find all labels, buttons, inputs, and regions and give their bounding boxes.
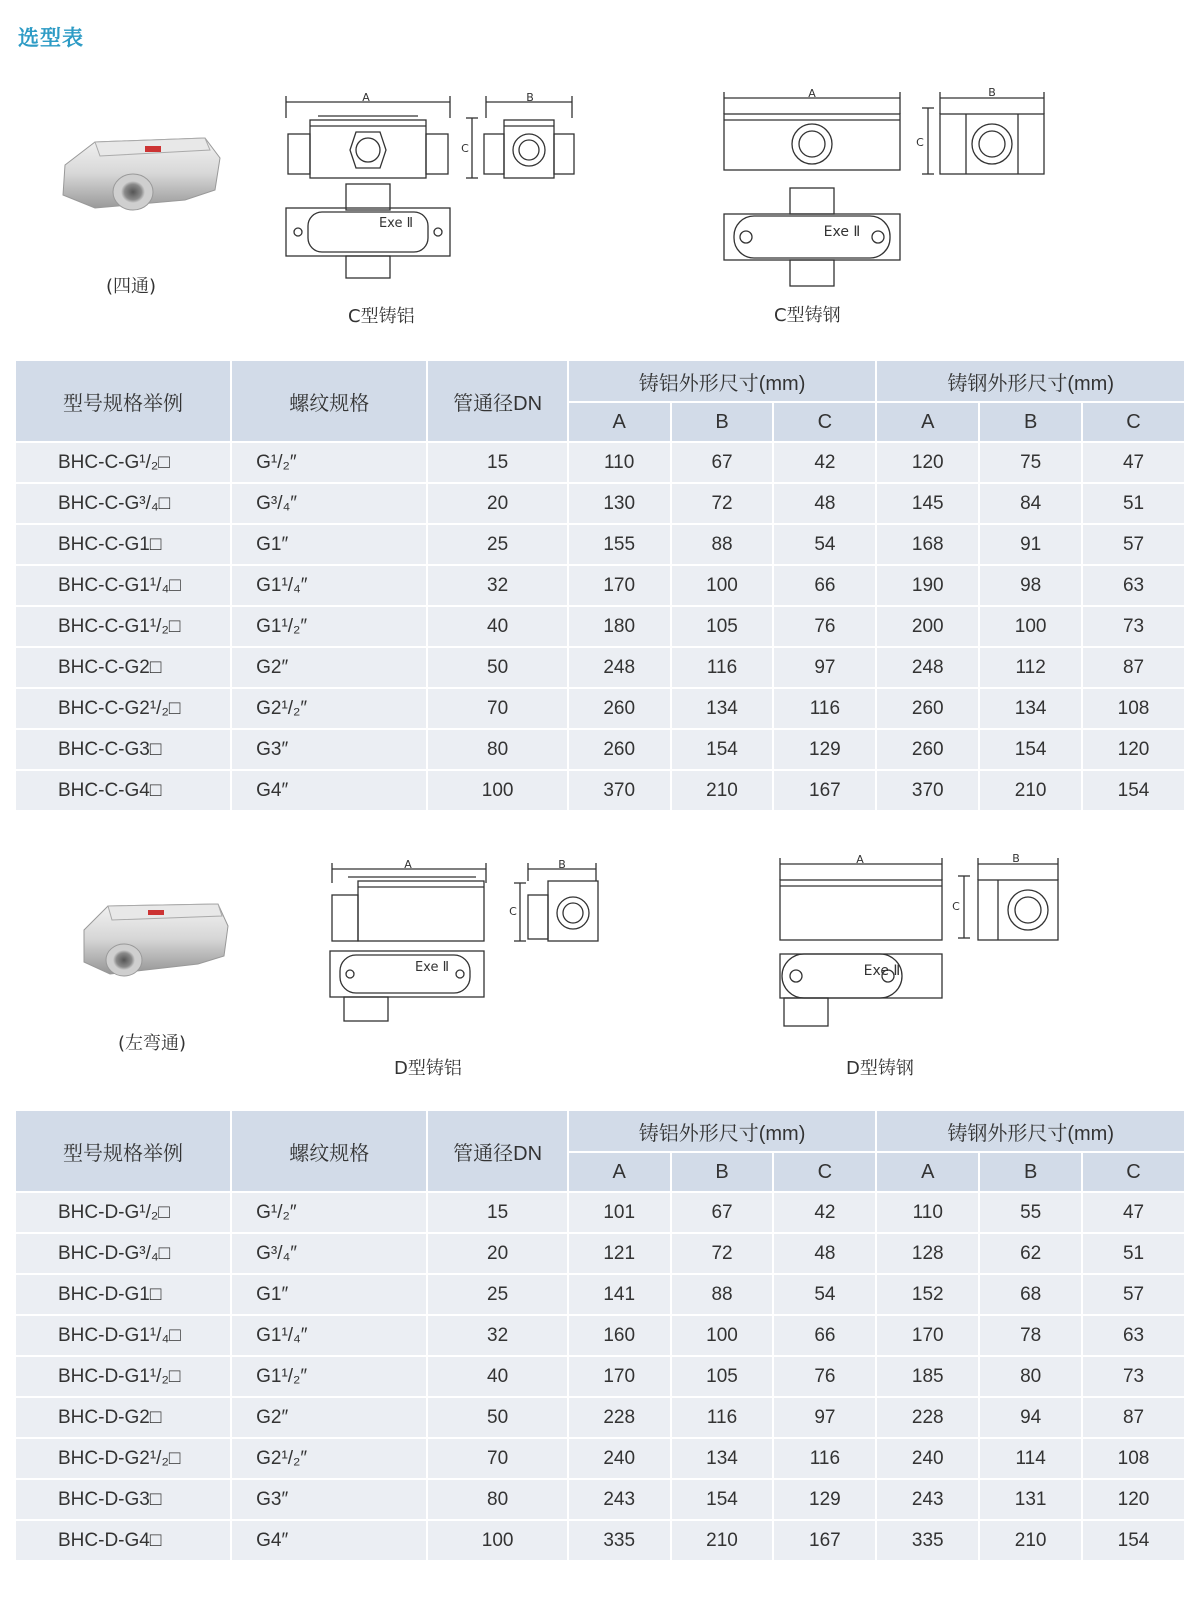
table-row <box>16 1438 1184 1479</box>
model-cell: BHC-D-G³/₄□ <box>16 1233 231 1274</box>
al-a-cell: 248 <box>568 647 671 688</box>
st-b-cell: 80 <box>979 1356 1082 1397</box>
table-row <box>16 524 1184 565</box>
st-a-cell: 200 <box>876 606 979 647</box>
al-a-cell: 260 <box>568 688 671 729</box>
dn-cell: 100 <box>427 1520 567 1561</box>
c-aluminum-caption: C型铸铝 <box>348 306 415 327</box>
c-al-dim-b: B <box>526 91 534 104</box>
st-b-cell: 91 <box>979 524 1082 565</box>
st-a-cell: 120 <box>876 442 979 483</box>
model-cell: BHC-C-G³/₄□ <box>16 483 231 524</box>
d-al-dim-b: B <box>558 858 566 871</box>
dn-cell: 20 <box>427 1233 567 1274</box>
st-a-cell: 170 <box>876 1315 979 1356</box>
header-model: 型号规格举例 <box>16 361 231 442</box>
d-photo-caption: (左弯通) <box>118 1033 187 1054</box>
st-b-cell: 84 <box>979 483 1082 524</box>
al-a-cell: 180 <box>568 606 671 647</box>
table-row <box>16 1397 1184 1438</box>
st-b-cell: 78 <box>979 1315 1082 1356</box>
al-b-cell: 116 <box>671 1397 774 1438</box>
st-c-cell: 57 <box>1082 524 1184 565</box>
header-aluminum: 铸铝外形尺寸(mm) <box>568 1111 877 1152</box>
al-c-cell: 42 <box>773 442 876 483</box>
st-b-cell: 112 <box>979 647 1082 688</box>
al-a-cell: 243 <box>568 1479 671 1520</box>
header-model: 型号规格举例 <box>16 1111 231 1192</box>
table-row <box>16 1315 1184 1356</box>
table-row <box>16 1274 1184 1315</box>
al-c-cell: 42 <box>773 1192 876 1233</box>
header-al-b: B <box>671 1152 774 1192</box>
al-c-cell: 54 <box>773 1274 876 1315</box>
st-c-cell: 73 <box>1082 1356 1184 1397</box>
al-b-cell: 154 <box>671 729 774 770</box>
al-b-cell: 67 <box>671 1192 774 1233</box>
thread-cell: G¹/₂″ <box>231 1192 427 1233</box>
st-a-cell: 168 <box>876 524 979 565</box>
al-b-cell: 134 <box>671 688 774 729</box>
al-c-cell: 97 <box>773 1397 876 1438</box>
al-a-cell: 335 <box>568 1520 671 1561</box>
al-b-cell: 100 <box>671 565 774 606</box>
thread-cell: G1¹/₂″ <box>231 606 427 647</box>
model-cell: BHC-D-G2□ <box>16 1397 231 1438</box>
dn-cell: 32 <box>427 1315 567 1356</box>
al-a-cell: 370 <box>568 770 671 811</box>
model-cell: BHC-D-G2¹/₂□ <box>16 1438 231 1479</box>
dn-cell: 15 <box>427 442 567 483</box>
c-st-dim-a: A <box>808 87 816 100</box>
st-b-cell: 114 <box>979 1438 1082 1479</box>
d-st-plate-text: Exe Ⅱ <box>863 963 901 979</box>
c-al-dim-c: C <box>461 142 469 155</box>
d-st-dim-c: C <box>952 900 960 913</box>
thread-cell: G1¹/₂″ <box>231 1356 427 1397</box>
header-st-c: C <box>1082 1152 1184 1192</box>
thread-cell: G2¹/₂″ <box>231 1438 427 1479</box>
dn-cell: 40 <box>427 1356 567 1397</box>
al-b-cell: 210 <box>671 1520 774 1561</box>
st-c-cell: 63 <box>1082 565 1184 606</box>
st-c-cell: 120 <box>1082 729 1184 770</box>
st-c-cell: 47 <box>1082 1192 1184 1233</box>
model-cell: BHC-C-G1□ <box>16 524 231 565</box>
thread-cell: G4″ <box>231 1520 427 1561</box>
model-cell: BHC-D-G1¹/₂□ <box>16 1356 231 1397</box>
header-st-c: C <box>1082 402 1184 442</box>
al-c-cell: 76 <box>773 1356 876 1397</box>
table-row <box>16 688 1184 729</box>
st-a-cell: 128 <box>876 1233 979 1274</box>
al-a-cell: 170 <box>568 565 671 606</box>
d-steel-caption: D型铸钢 <box>846 1058 914 1079</box>
al-c-cell: 66 <box>773 565 876 606</box>
st-a-cell: 145 <box>876 483 979 524</box>
st-b-cell: 131 <box>979 1479 1082 1520</box>
header-dn: 管通径DN <box>427 1111 567 1192</box>
table-row <box>16 606 1184 647</box>
st-a-cell: 185 <box>876 1356 979 1397</box>
st-b-cell: 62 <box>979 1233 1082 1274</box>
al-a-cell: 170 <box>568 1356 671 1397</box>
header-aluminum: 铸铝外形尺寸(mm) <box>568 361 877 402</box>
c-steel-caption: C型铸钢 <box>774 305 841 326</box>
al-c-cell: 76 <box>773 606 876 647</box>
al-c-cell: 167 <box>773 1520 876 1561</box>
al-a-cell: 101 <box>568 1192 671 1233</box>
st-c-cell: 108 <box>1082 1438 1184 1479</box>
c-four-way-photo <box>55 120 225 230</box>
al-a-cell: 121 <box>568 1233 671 1274</box>
model-cell: BHC-C-G3□ <box>16 729 231 770</box>
d-al-plate-text: Exe Ⅱ <box>414 960 450 975</box>
c-st-plate-text: Exe Ⅱ <box>823 224 861 240</box>
st-c-cell: 154 <box>1082 770 1184 811</box>
header-steel: 铸钢外形尺寸(mm) <box>876 1111 1184 1152</box>
c-spec-table <box>16 361 1184 812</box>
table-row <box>16 483 1184 524</box>
dn-cell: 32 <box>427 565 567 606</box>
st-c-cell: 47 <box>1082 442 1184 483</box>
st-a-cell: 228 <box>876 1397 979 1438</box>
header-al-c: C <box>773 1152 876 1192</box>
al-b-cell: 105 <box>671 1356 774 1397</box>
header-st-a: A <box>876 1152 979 1192</box>
st-a-cell: 152 <box>876 1274 979 1315</box>
st-c-cell: 154 <box>1082 1520 1184 1561</box>
c-al-plate-text: Exe Ⅱ <box>378 216 414 231</box>
dn-cell: 70 <box>427 1438 567 1479</box>
al-a-cell: 160 <box>568 1315 671 1356</box>
al-c-cell: 48 <box>773 483 876 524</box>
dn-cell: 25 <box>427 524 567 565</box>
table-row <box>16 442 1184 483</box>
thread-cell: G³/₄″ <box>231 483 427 524</box>
table-row <box>16 647 1184 688</box>
model-cell: BHC-C-G4□ <box>16 770 231 811</box>
st-c-cell: 73 <box>1082 606 1184 647</box>
table-row <box>16 565 1184 606</box>
thread-cell: G1″ <box>231 524 427 565</box>
c-st-dim-c: C <box>916 136 924 149</box>
st-b-cell: 68 <box>979 1274 1082 1315</box>
st-c-cell: 51 <box>1082 483 1184 524</box>
dn-cell: 50 <box>427 647 567 688</box>
header-thread: 螺纹规格 <box>231 1111 427 1192</box>
st-b-cell: 75 <box>979 442 1082 483</box>
al-a-cell: 228 <box>568 1397 671 1438</box>
c-photo-caption: (四通) <box>106 276 157 297</box>
st-c-cell: 87 <box>1082 1397 1184 1438</box>
thread-cell: G¹/₂″ <box>231 442 427 483</box>
thread-cell: G2¹/₂″ <box>231 688 427 729</box>
d-spec-table <box>16 1111 1184 1562</box>
header-st-b: B <box>979 402 1082 442</box>
al-a-cell: 240 <box>568 1438 671 1479</box>
al-b-cell: 154 <box>671 1479 774 1520</box>
header-thread: 螺纹规格 <box>231 361 427 442</box>
al-b-cell: 72 <box>671 483 774 524</box>
st-c-cell: 87 <box>1082 647 1184 688</box>
d-steel-drawing <box>774 850 1074 1040</box>
thread-cell: G3″ <box>231 1479 427 1520</box>
al-b-cell: 72 <box>671 1233 774 1274</box>
thread-cell: G2″ <box>231 1397 427 1438</box>
st-b-cell: 98 <box>979 565 1082 606</box>
al-c-cell: 129 <box>773 729 876 770</box>
model-cell: BHC-D-G1□ <box>16 1274 231 1315</box>
c-al-dim-a: A <box>362 91 370 104</box>
dn-cell: 15 <box>427 1192 567 1233</box>
model-cell: BHC-C-G1¹/₂□ <box>16 606 231 647</box>
st-b-cell: 100 <box>979 606 1082 647</box>
al-c-cell: 97 <box>773 647 876 688</box>
al-b-cell: 116 <box>671 647 774 688</box>
d-aluminum-caption: D型铸铝 <box>394 1058 462 1079</box>
thread-cell: G1¹/₄″ <box>231 1315 427 1356</box>
st-a-cell: 335 <box>876 1520 979 1561</box>
d-left-elbow-photo <box>78 890 238 990</box>
table-row <box>16 1479 1184 1520</box>
table-row <box>16 1520 1184 1561</box>
al-c-cell: 167 <box>773 770 876 811</box>
dn-cell: 50 <box>427 1397 567 1438</box>
al-a-cell: 110 <box>568 442 671 483</box>
thread-cell: G2″ <box>231 647 427 688</box>
table-row <box>16 1233 1184 1274</box>
st-a-cell: 240 <box>876 1438 979 1479</box>
dn-cell: 80 <box>427 1479 567 1520</box>
header-steel: 铸钢外形尺寸(mm) <box>876 361 1184 402</box>
al-b-cell: 67 <box>671 442 774 483</box>
dn-cell: 70 <box>427 688 567 729</box>
st-b-cell: 210 <box>979 1520 1082 1561</box>
thread-cell: G4″ <box>231 770 427 811</box>
model-cell: BHC-D-G3□ <box>16 1479 231 1520</box>
d-aluminum-drawing <box>326 855 616 1035</box>
page-title: 选型表 <box>18 26 84 50</box>
al-a-cell: 130 <box>568 483 671 524</box>
st-a-cell: 260 <box>876 729 979 770</box>
st-c-cell: 57 <box>1082 1274 1184 1315</box>
d-al-dim-a: A <box>404 858 412 871</box>
al-b-cell: 105 <box>671 606 774 647</box>
al-a-cell: 141 <box>568 1274 671 1315</box>
header-dn: 管通径DN <box>427 361 567 442</box>
al-c-cell: 48 <box>773 1233 876 1274</box>
al-c-cell: 66 <box>773 1315 876 1356</box>
table-row <box>16 729 1184 770</box>
thread-cell: G1¹/₄″ <box>231 565 427 606</box>
st-a-cell: 370 <box>876 770 979 811</box>
al-c-cell: 116 <box>773 1438 876 1479</box>
st-a-cell: 190 <box>876 565 979 606</box>
header-al-a: A <box>568 1152 671 1192</box>
header-al-a: A <box>568 402 671 442</box>
model-cell: BHC-C-G2□ <box>16 647 231 688</box>
table-row <box>16 1192 1184 1233</box>
d-st-dim-a: A <box>856 853 864 866</box>
st-c-cell: 120 <box>1082 1479 1184 1520</box>
dn-cell: 40 <box>427 606 567 647</box>
table-row <box>16 770 1184 811</box>
thread-cell: G³/₄″ <box>231 1233 427 1274</box>
dn-cell: 80 <box>427 729 567 770</box>
st-c-cell: 108 <box>1082 688 1184 729</box>
header-st-a: A <box>876 402 979 442</box>
st-c-cell: 51 <box>1082 1233 1184 1274</box>
table-row <box>16 1356 1184 1397</box>
st-c-cell: 63 <box>1082 1315 1184 1356</box>
al-b-cell: 100 <box>671 1315 774 1356</box>
al-b-cell: 88 <box>671 524 774 565</box>
header-al-c: C <box>773 402 876 442</box>
header-st-b: B <box>979 1152 1082 1192</box>
st-a-cell: 243 <box>876 1479 979 1520</box>
st-a-cell: 110 <box>876 1192 979 1233</box>
c-steel-drawing <box>718 84 1058 294</box>
st-b-cell: 210 <box>979 770 1082 811</box>
st-a-cell: 260 <box>876 688 979 729</box>
al-b-cell: 134 <box>671 1438 774 1479</box>
al-c-cell: 116 <box>773 688 876 729</box>
st-b-cell: 154 <box>979 729 1082 770</box>
header-al-b: B <box>671 402 774 442</box>
dn-cell: 100 <box>427 770 567 811</box>
al-c-cell: 54 <box>773 524 876 565</box>
c-st-dim-b: B <box>988 86 996 99</box>
model-cell: BHC-C-G1¹/₄□ <box>16 565 231 606</box>
dn-cell: 20 <box>427 483 567 524</box>
dn-cell: 25 <box>427 1274 567 1315</box>
thread-cell: G3″ <box>231 729 427 770</box>
al-b-cell: 210 <box>671 770 774 811</box>
st-b-cell: 94 <box>979 1397 1082 1438</box>
al-a-cell: 260 <box>568 729 671 770</box>
model-cell: BHC-D-G4□ <box>16 1520 231 1561</box>
model-cell: BHC-C-G2¹/₂□ <box>16 688 231 729</box>
thread-cell: G1″ <box>231 1274 427 1315</box>
d-st-dim-b: B <box>1012 852 1020 865</box>
st-b-cell: 134 <box>979 688 1082 729</box>
st-a-cell: 248 <box>876 647 979 688</box>
model-cell: BHC-D-G¹/₂□ <box>16 1192 231 1233</box>
al-a-cell: 155 <box>568 524 671 565</box>
d-al-dim-c: C <box>509 905 517 918</box>
c-aluminum-drawing <box>278 88 578 288</box>
al-c-cell: 129 <box>773 1479 876 1520</box>
st-b-cell: 55 <box>979 1192 1082 1233</box>
al-b-cell: 88 <box>671 1274 774 1315</box>
model-cell: BHC-C-G¹/₂□ <box>16 442 231 483</box>
model-cell: BHC-D-G1¹/₄□ <box>16 1315 231 1356</box>
